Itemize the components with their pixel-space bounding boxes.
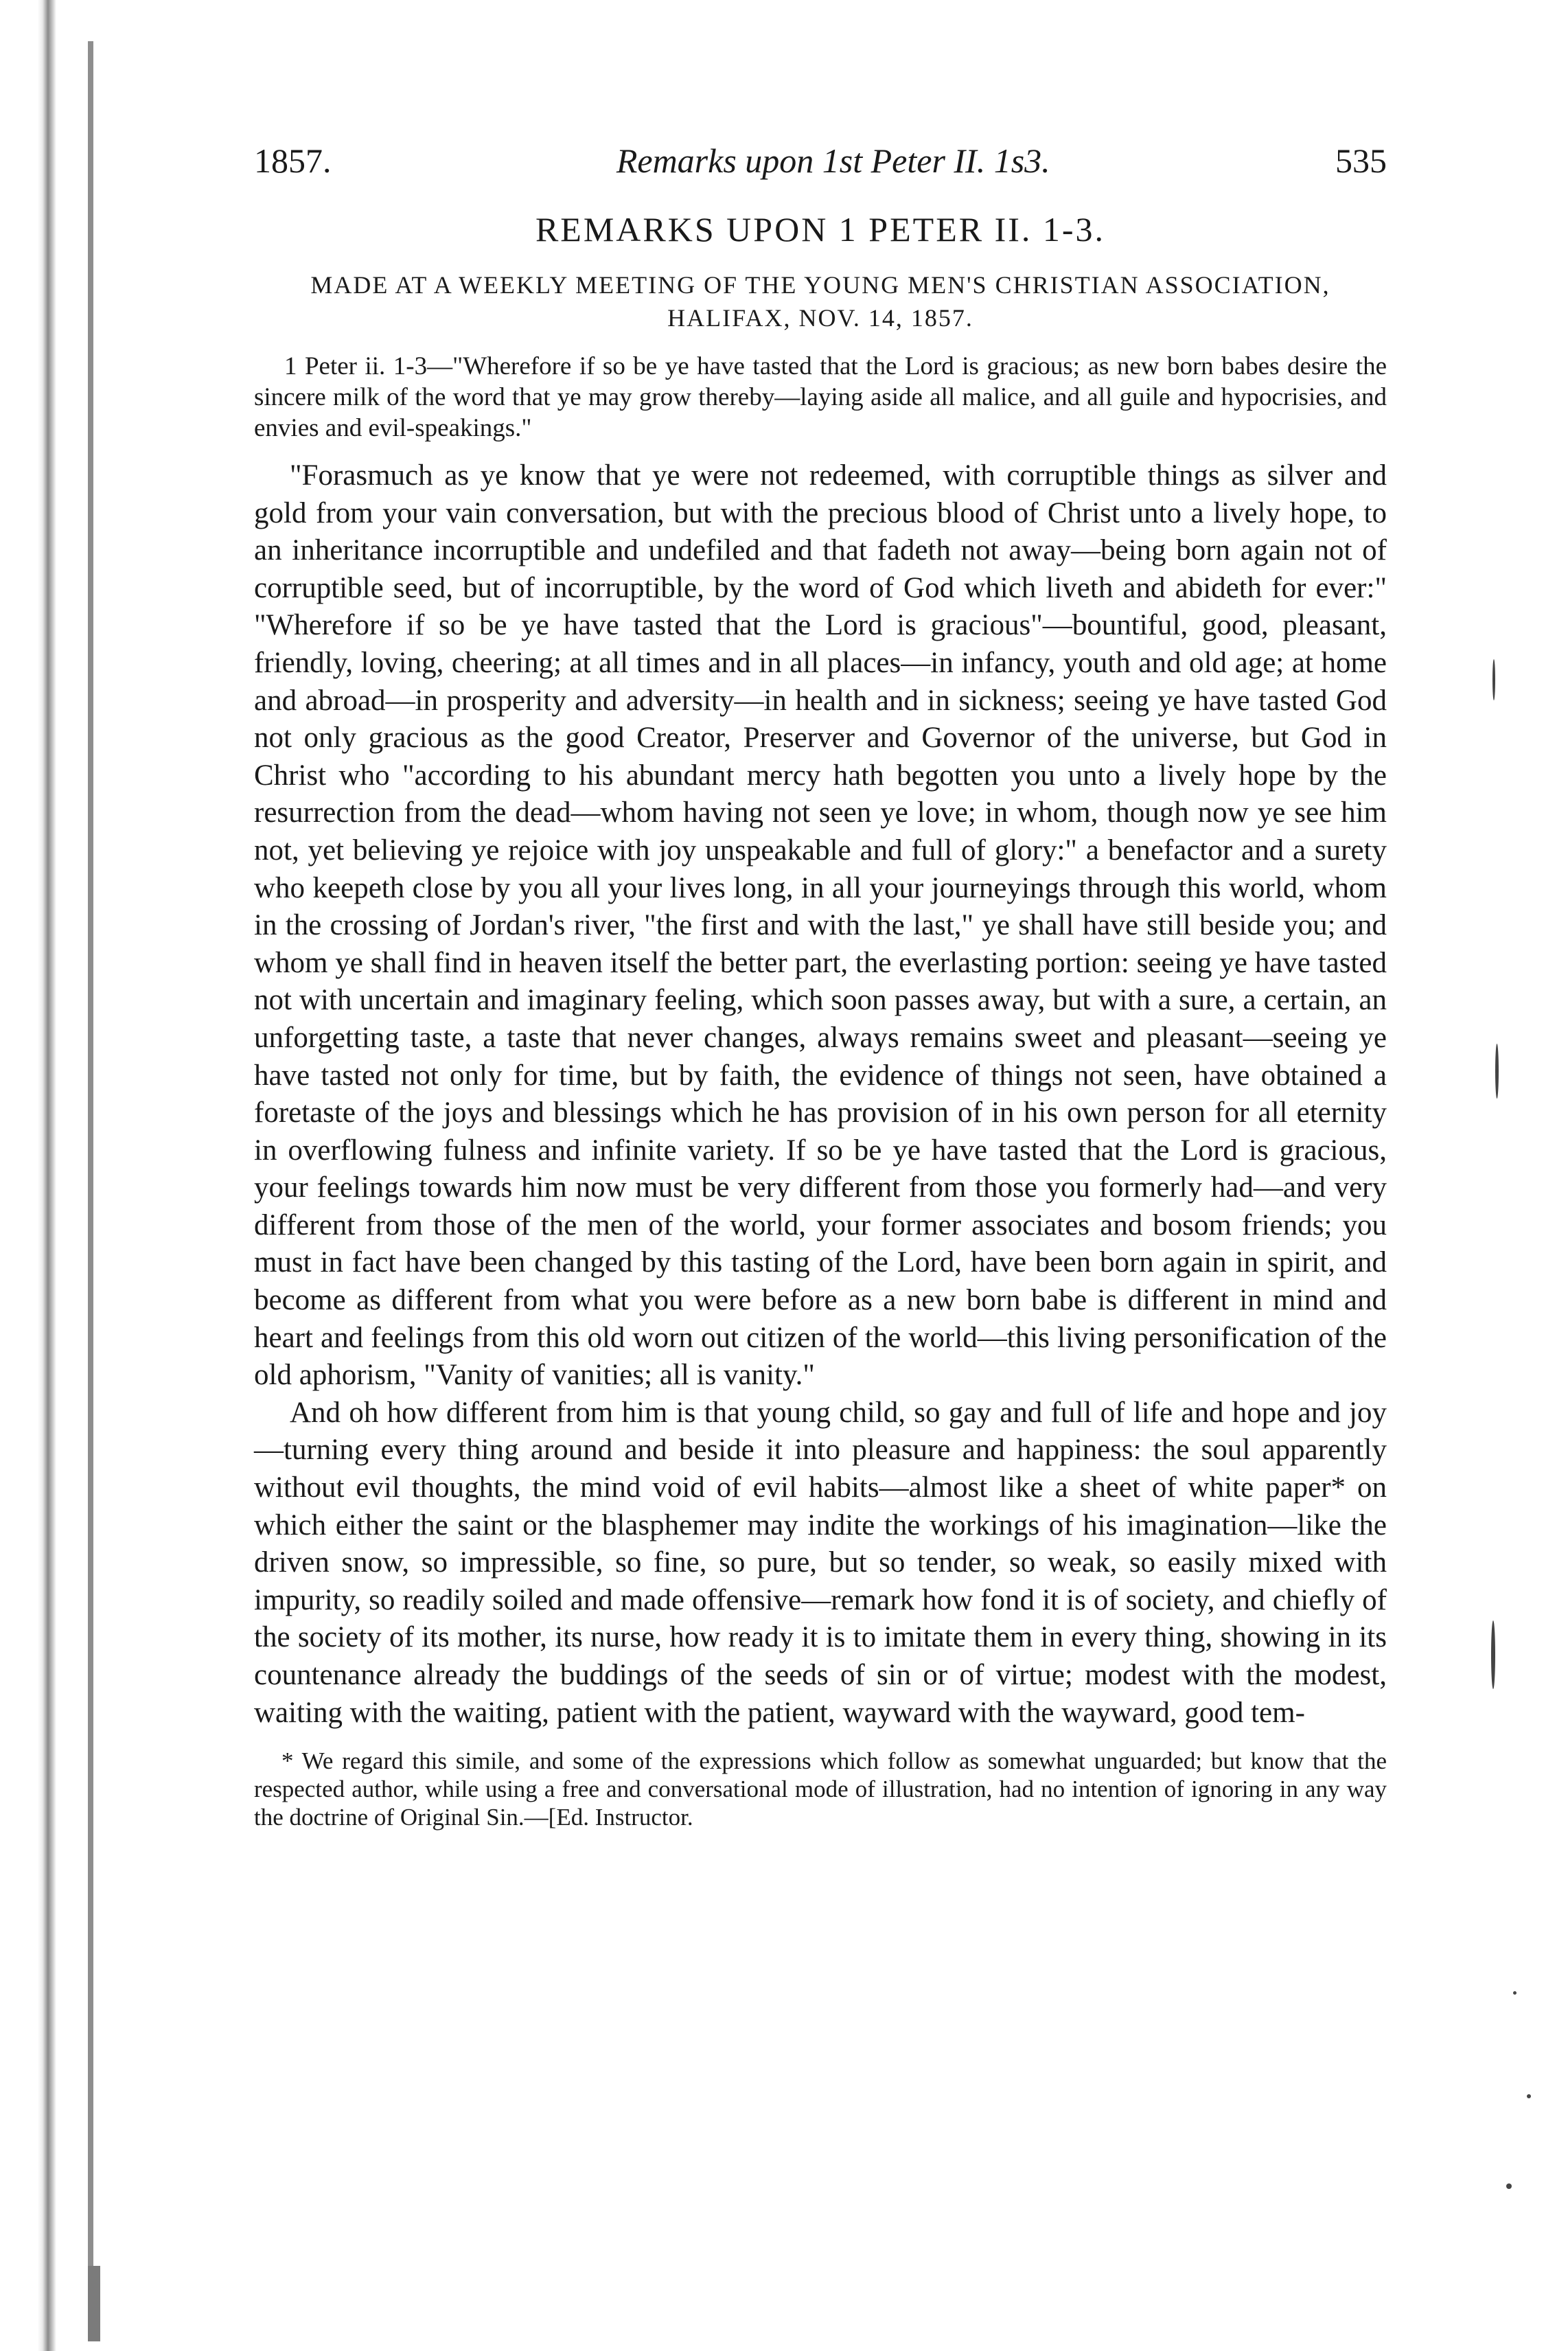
speck-mark — [1491, 1620, 1495, 1689]
running-head — [254, 141, 1387, 189]
speck-mark — [1495, 1044, 1499, 1099]
running-head-title: Remarks upon 1st Peter II. 1s3. — [616, 141, 1050, 180]
speck-mark — [1527, 2094, 1531, 2098]
article-subtitle: MADE AT A WEEKLY MEETING OF THE YOUNG MEN'S CHRISTIAN ASSOCIATION, HALIFAX, NOV. 14, 1857. — [310, 271, 1330, 332]
speck-mark — [1513, 1991, 1517, 1995]
article-body — [254, 457, 1387, 1732]
binding-edge-line — [88, 41, 93, 2328]
document-page — [254, 141, 1387, 1831]
scan-binding-shadow — [0, 0, 103, 2351]
binding-edge-mark — [88, 2266, 100, 2341]
page-number: 535 — [1335, 141, 1387, 180]
body-paragraph: "Forasmuch as ye know that ye were not redeemed, with corruptible things as silver and gold from your vain conversation, but with the precious blood of Christ unto a lively hope, to an inheritance incorruptible and undefiled and that fadeth not away—being born again not of corruptible seed, but of incorruptible, by the word of God which liveth and abideth for ever:" "Wherefore if so be ye have tasted that the Lord is gracious"—bountiful, good, pleasant, friendly, loving, cheering; at all times and in all places—in infancy, youth and old age; at home and abroad—in prosperity and adversity—in health and in sickness; seeing ye have tasted God not only gracious as the good Creator, Preserver and Governor of the universe, but God in Christ who "according to his abundant mercy hath begotten you unto a lively hope by the resurrection from the dead—whom having not seen ye love; in whom, though now ye see him not, yet believing ye rejoice with joy unspeakable and full of glory:" a benefactor and a surety who keepeth close by you all your lives long, in all your journeyings through this world, whom in the crossing of Jordan's river, "the first and with the last," ye shall have still beside you; and whom ye shall find in heaven itself the better part, the everlasting portion: seeing ye have tasted not with uncertain and imaginary feeling, which soon passes away, but with a sure, a certain, an unforgetting taste, a taste that never changes, always remains sweet and pleasant—seeing ye have tasted not only for time, but by faith, the evidence of things not seen, have obtained a foretaste of the joys and blessings which he has provision of in his own person for all eternity in overflowing fulness and infinite variety. If so be ye have tasted that the Lord is gracious, your feelings towards him now must be very different from those you formerly had—and very different from those of the men of the world, your former associates and bosom friends; you must in fact have been changed by this tasting of the Lord, have been born again in spirit, and become as different from what you were before as a new born babe is different in mind and heart and feelings from this old worn out citizen of the world—this living personification of the old aphorism, "Vanity of vanities; all is vanity." — [254, 459, 1387, 1392]
footnote: * We regard this simile, and some of the expressions which follow as somewhat unguarded; but know that the respected author, while using a free and conversational mode of illustration, had no intention of ignoring in any way the doctrine of Original Sin.—[Ed. Instructor. — [254, 1747, 1387, 1831]
scripture-epigraph: 1 Peter ii. 1-3—"Wherefore if so be ye have tasted that the Lord is gracious; as new born babes desire the sincere milk of the word that ye may grow thereby—laying aside all malice, and all guile and hypocrisies, and envies and evil-speakings." — [254, 352, 1387, 442]
speck-mark — [1492, 659, 1495, 700]
running-head-year: 1857. — [254, 141, 332, 180]
scan-margin-specks — [1486, 0, 1568, 2351]
article-title: REMARKS UPON 1 PETER II. 1-3. — [535, 210, 1106, 249]
body-paragraph: And oh how different from him is that young child, so gay and full of life and hope and joy—turning every thing around and beside it into pleasure and happiness: the soul apparently without evil thoughts, the mind void of evil habits—almost like a sheet of white paper* on which either the saint or the blasphemer may indite the workings of his imagination—like the driven snow, so impressible, so fine, so pure, but so tender, so weak, so easily mixed with impurity, so readily soiled and made offensive—remark how fond it is of society, and chiefly of the society of its mother, its nurse, how ready it is to imitate them in every thing, showing in its countenance already the buddings of the seeds of sin or of virtue; modest with the modest, waiting with the waiting, patient with the patient, wayward with the wayward, good tem- — [254, 1396, 1387, 1729]
speck-mark — [1506, 2183, 1512, 2189]
